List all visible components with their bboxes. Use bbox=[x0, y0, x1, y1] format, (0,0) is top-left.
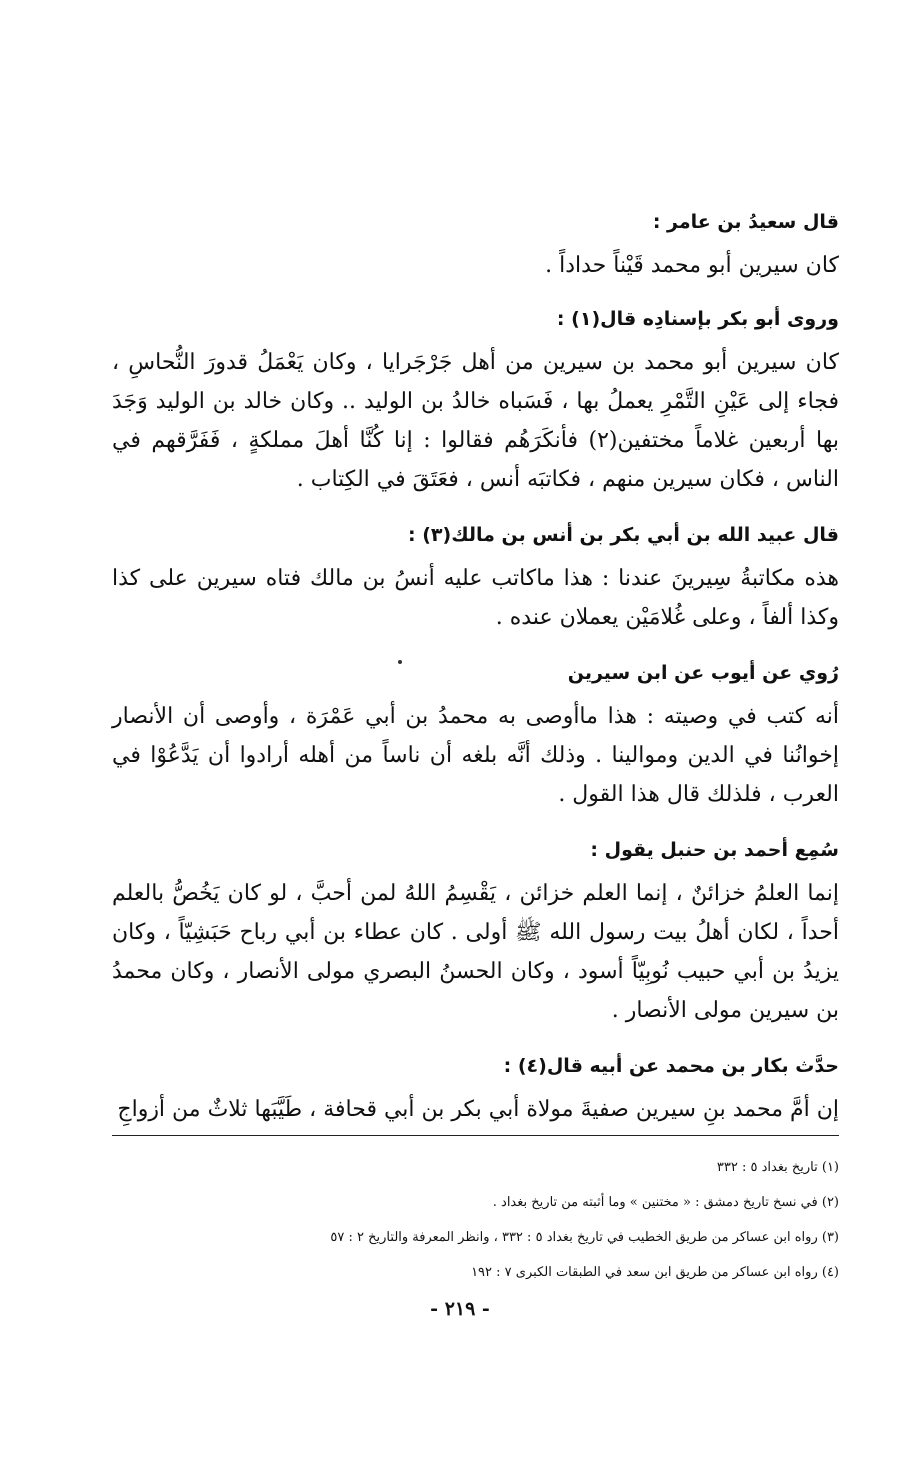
footnote-4: (٤) رواه ابن عساكر من طريق ابن سعد في الطبقات الكبرى ٧ : ١٩٢ bbox=[471, 1265, 839, 1280]
section-ayyub bbox=[112, 659, 839, 814]
section-saeed-ibn-amir bbox=[112, 208, 839, 285]
section-bakkar bbox=[112, 1052, 839, 1129]
page-number: - ٢١٩ - bbox=[430, 1298, 490, 1320]
section-text: كان سيرين أبو محمد بن سيرين من أهل جَرْجَرايا ، وكان يَعْمَلُ قدورَ النُّحاسِ ، فجاء إلى عَيْنِ التَّمْرِ يعملُ بها ، فَسَباه خالدُ بن الوليد .. وكان خالد بن الوليد وَجَدَ بها أربعين غلاماً مختفين(٢) فأنكَرَهُم فقالوا : إنا كُنَّا أهلَ مملكةٍ ، فَفَرَّقهم في الناس ، فكان سيرين منهم ، فكاتبَه أنس ، فعَتَقَ في الكِتاب . bbox=[112, 350, 839, 492]
section-text: أنه كتب في وصيته : هذا ماأوصى به محمدُ بن أبي عَمْرَة ، وأوصى أن الأنصار إخوانُنا في الدين وموالينا . وذلك أنَّه بلغه أن ناساً من أهله أرادوا أن يَدَّعُوْا في العرب ، فلذلك قال هذا القول . bbox=[112, 704, 839, 807]
section-heading: وروى أبو بكر بإسنادِه قال(١) : bbox=[556, 308, 839, 330]
print-speck bbox=[398, 660, 402, 664]
footnotes bbox=[112, 1150, 839, 1290]
section-text: كان سيرين أبو محمد قَيْناً حداداً . bbox=[545, 253, 839, 278]
section-heading: قال سعيدُ بن عامر : bbox=[652, 211, 839, 233]
footnote-1: (١) تاريخ بغداد ٥ : ٣٣٢ bbox=[716, 1160, 839, 1175]
section-text: هذه مكاتبةُ سِيرينَ عندنا : هذا ماكاتب عليه أنسُ بن مالك فتاه سيرين على كذا وكذا ألفاً ، وعلى غُلامَيْن يعملان عنده . bbox=[112, 566, 839, 630]
section-heading: رُوي عن أيوب عن ابن سيرين bbox=[567, 662, 839, 684]
footnote-3: (٣) رواه ابن عساكر من طريق الخطيب في تاريخ بغداد ٥ : ٣٣٢ ، وانظر المعرفة والتاريخ ٢ : ٥٧ bbox=[330, 1230, 839, 1245]
section-ubaydullah bbox=[112, 521, 839, 637]
footnote-2: (٢) في نسخ تاريخ دمشق : « مختنين » وما أثبته من تاريخ بغداد . bbox=[492, 1195, 839, 1210]
section-heading: حدَّث بكار بن محمد عن أبيه قال(٤) : bbox=[503, 1055, 839, 1077]
section-heading: قال عبيد الله بن أبي بكر بن أنس بن مالك(٣) : bbox=[408, 524, 839, 546]
footnote-divider bbox=[112, 1135, 839, 1136]
section-text: إن أمَّ محمد بنِ سيرين صفيةَ مولاة أبي بكر بن أبي قحافة ، طَيَّبَها ثلاثٌ من أزواجِ bbox=[117, 1097, 839, 1122]
main-text bbox=[112, 208, 839, 1139]
section-heading: سُمِع أحمد بن حنبل يقول : bbox=[590, 839, 839, 861]
section-ahmad-ibn-hanbal bbox=[112, 836, 839, 1030]
section-text: إنما العلمُ خزائنٌ ، إنما العلم خزائن ، يَقْسِمُ اللهُ لمن أحبَّ ، لو كان يَخُصُّ بالعلم أحداً ، لكان أهلُ بيت رسول الله ﷺ أولى . كان عطاء بن أبي رباح حَبَشِيّاً ، وكان يزيدُ بن أبي حبيب نُوبِيّاً أسود ، وكان الحسنُ البصري مولى الأنصار ، وكان محمدُ بن سيرين مولى الأنصار . bbox=[112, 881, 839, 1023]
section-abu-bakr bbox=[112, 305, 839, 499]
